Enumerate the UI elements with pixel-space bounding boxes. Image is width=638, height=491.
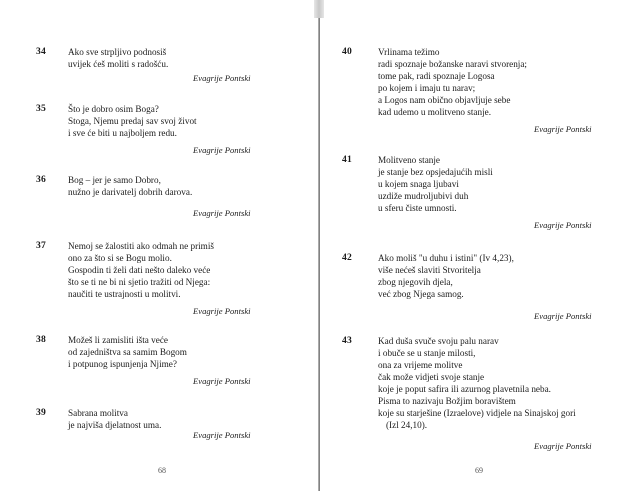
quote-line: uvijek ćeš moliti s radošću. <box>68 59 169 69</box>
attribution: Evagrije Pontski <box>534 124 592 134</box>
quote-line: Molitveno stanje <box>378 155 441 165</box>
attribution: Evagrije Pontski <box>193 376 251 386</box>
attribution: Evagrije Pontski <box>534 441 592 451</box>
quote-line: ono za što si se Bogu molio. <box>68 253 172 263</box>
quote-line: zbog njegovih djela, <box>378 277 453 287</box>
quote-line: Ako moliš "u duhu i istini" (Iv 4,23), <box>378 253 514 263</box>
quote-line: već zbog Njega samog. <box>378 289 464 299</box>
quote-line: od zajedništva sa samim Bogom <box>68 347 187 357</box>
quote-line: a Logos nam obično objavljuje sebe <box>378 95 511 105</box>
attribution: Evagrije Pontski <box>534 311 592 321</box>
gutter-shadow <box>314 0 324 18</box>
quote-line: Vrlinama težimo <box>378 47 440 57</box>
quote-line: Stoga, Njemu predaj sav svoj život <box>68 116 197 126</box>
entry-number: 41 <box>342 154 352 165</box>
entry-number: 35 <box>36 103 46 114</box>
entry-number: 39 <box>36 407 46 418</box>
quote-line: nužno je darivatelj dobrih darova. <box>68 187 193 197</box>
quote-line: i obuče se u stanje milosti, <box>378 348 476 358</box>
quote-line: kad udemo u molitveno stanje. <box>378 107 492 117</box>
quote-line: radi spoznaje božanske naravi stvorenja; <box>378 59 527 69</box>
entry-number: 40 <box>342 46 352 57</box>
quote-line: Sabrana molitva <box>68 408 128 418</box>
attribution: Evagrije Pontski <box>193 145 251 155</box>
quote-line: Gospodin ti želi dati nešto daleko veće <box>68 265 211 275</box>
quote-line: Kad duša svuče svoju palu narav <box>378 336 499 346</box>
quote-line: i sve će biti u najboljem redu. <box>68 128 177 138</box>
quote-line: je stanje bez opsjedajućih misli <box>378 167 493 177</box>
quote-line: uzdiže mudroljubivi duh <box>378 191 469 201</box>
quote-line: naučiti te ustrajnosti u molitvi. <box>68 289 181 299</box>
quote-line: više nećeš slaviti Stvoritelja <box>378 265 481 275</box>
quote-line: Ako sve strpljivo podnosiš <box>68 47 167 57</box>
quote-line: u kojem snaga ljubavi <box>378 179 459 189</box>
entry-number: 38 <box>36 334 46 345</box>
quote-line: Bog – jer je samo Dobro, <box>68 175 161 185</box>
quote-line: Možeš li zamisliti išta veće <box>68 335 169 345</box>
quote-line: koje je poput safira ili azurnog plavetnila neba. <box>378 384 551 394</box>
quote-line: čak može vidjeti svoje stanje <box>378 372 485 382</box>
attribution: Evagrije Pontski <box>193 430 251 440</box>
quote-line: Nemoj se žalostiti ako odmah ne primiš <box>68 241 214 251</box>
attribution: Evagrije Pontski <box>193 306 251 316</box>
entry-number: 42 <box>342 252 352 263</box>
quote-line: po kojem i imaju tu narav; <box>378 83 476 93</box>
attribution: Evagrije Pontski <box>193 73 251 83</box>
quote-line: koje su starješine (Izraelove) vidjele na Sinajskoj gori <box>378 408 576 418</box>
quote-line: je najviša djelatnost uma. <box>68 420 162 430</box>
entry-number: 36 <box>36 174 46 185</box>
entry-number: 43 <box>342 335 352 346</box>
quote-line: (Izl 24,10). <box>386 420 428 430</box>
quote-line: Što je dobro osim Boga? <box>68 104 159 114</box>
page-number: 69 <box>475 466 483 475</box>
attribution: Evagrije Pontski <box>193 208 251 218</box>
quote-line: tome pak, radi spoznaje Logosa <box>378 71 495 81</box>
quote-line: i potpunog ispunjenja Njime? <box>68 359 177 369</box>
quote-line: ona za vrijeme molitve <box>378 360 463 370</box>
attribution: Evagrije Pontski <box>534 220 592 230</box>
entry-number: 37 <box>36 240 46 251</box>
entry-number: 34 <box>36 46 46 57</box>
quote-line: u sferu čiste umnosti. <box>378 203 457 213</box>
quote-line: Pisma to nazivaju Božjim boravištem <box>378 396 516 406</box>
quote-line: što se ti ne bi ni sjetio tražiti od Njega: <box>68 277 211 287</box>
book-gutter <box>318 0 320 491</box>
page-number: 68 <box>158 466 166 475</box>
